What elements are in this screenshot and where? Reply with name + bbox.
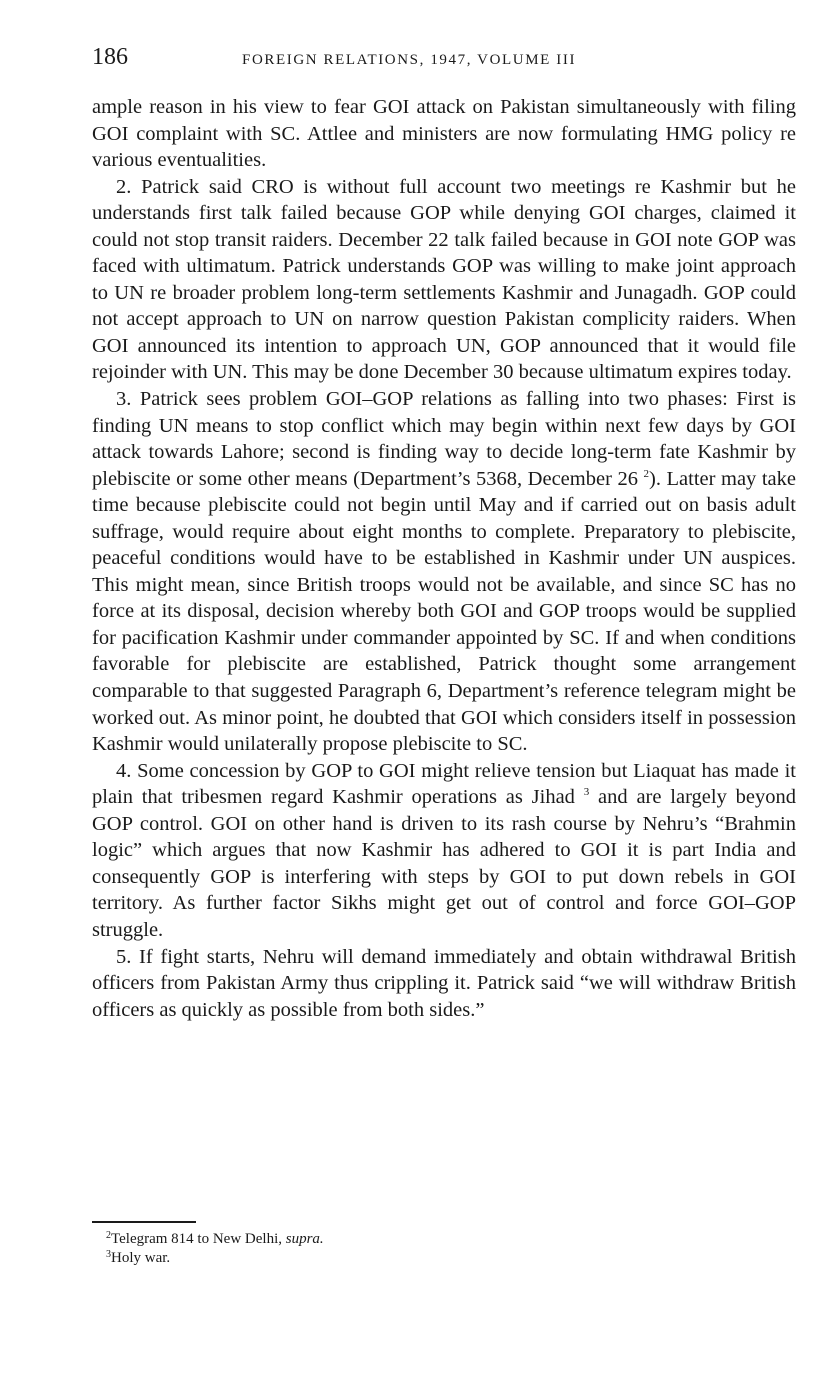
paragraph-4-text-b: and are largely beyond GOP control. GOI on other hand is driven to its rash course by Nehru’s “Brahmin logic” which argues that now Kashmir has adhered to GOI it is part India and consequently GOP is interfering with steps by GOI to put down rebels in GOI territory. As further factor Sikhs might get out of control and force GOI–GOP struggle. (92, 786, 796, 941)
paragraph-4-text-a: 4. Some concession by GOP to GOI might relieve tension but Liaquat has made it plain that tribesmen regard Kashmir operations as Jihad (92, 759, 796, 809)
body-text (92, 94, 796, 1023)
page-header (92, 44, 796, 78)
paragraph-continued: ample reason in his view to fear GOI attack on Pakistan simultaneously with filing GOI complaint with SC. Attlee and ministers are now formulating HMG policy re various eventualities. (92, 96, 796, 172)
footnote-divider (92, 1221, 196, 1223)
footnote-text: Telegram 814 to New Delhi, (111, 1231, 286, 1247)
paragraph-3-text-b: ). Latter may take time because plebiscite could not begin until May and if carried out on basis adult suffrage, would require about eight months to complete. Preparatory to plebiscite, peaceful conditions would have to be established in Kashmir under UN auspices. This might mean, since British troops would not be available, and since SC has no force at its disposal, decision whereby both GOI and GOP troops would be supplied for pacification Kashmir under commander appointed by SC. If and when conditions favorable for plebiscite are established, Patrick thought some arrangement comparable to that suggested Paragraph 6, Department’s reference telegram might be worked out. As minor point, he doubted that GOI which considers itself in possession Kashmir would unilaterally propose plebiscite to SC. (92, 467, 797, 756)
paragraph-5: 5. If fight starts, Nehru will demand immediately and obtain withdrawal British officers from Pakistan Army thus crippling it. Patrick said “we will withdraw British officers as quickly as possible from both sides.” (92, 945, 796, 1021)
paragraph-2: 2. Patrick said CRO is without full account two meetings re Kashmir but he understands first talk failed because GOP while denying GOI charges, claimed it could not stop transit raiders. December 22 talk failed because in GOI note GOP was faced with ultimatum. Patrick understands GOP was willing to make joint approach to UN re broader problem long-term settlements Kashmir and Junagadh. GOP could not accept approach to UN on narrow question Pakistan complicity raiders. When GOI announced its intention to approach UN, GOP announced that it would file rejoinder with UN. This may be done December 30 because ultimatum expires today. (92, 175, 796, 384)
paragraph-3 (92, 386, 796, 758)
footnote-ref-2[interactable]: 2 (643, 467, 650, 480)
running-head: FOREIGN RELATIONS, 1947, VOLUME III (242, 52, 577, 68)
footnote-mark: 2 (106, 1230, 111, 1241)
footnotes (106, 1230, 324, 1268)
paragraph-3-text-a: 3. Patrick sees problem GOI–GOP relations as falling into two phases: First is finding UN means to stop conflict which may begin within next few days by GOI attack towards Lahore; second is finding way to decide long-term fate Kashmir by plebiscite or some other means (Department’s 5368, December 26 (92, 388, 796, 490)
footnote-3 (106, 1249, 324, 1268)
footnote-mark: 3 (106, 1249, 111, 1260)
footnote-text: Holy war. (111, 1250, 171, 1266)
footnote-ref-3[interactable]: 3 (583, 786, 590, 799)
paragraph-4 (92, 758, 796, 944)
footnote-emphasis: supra. (285, 1231, 324, 1247)
footnote-2 (106, 1230, 324, 1249)
page-number: 186 (92, 44, 128, 70)
